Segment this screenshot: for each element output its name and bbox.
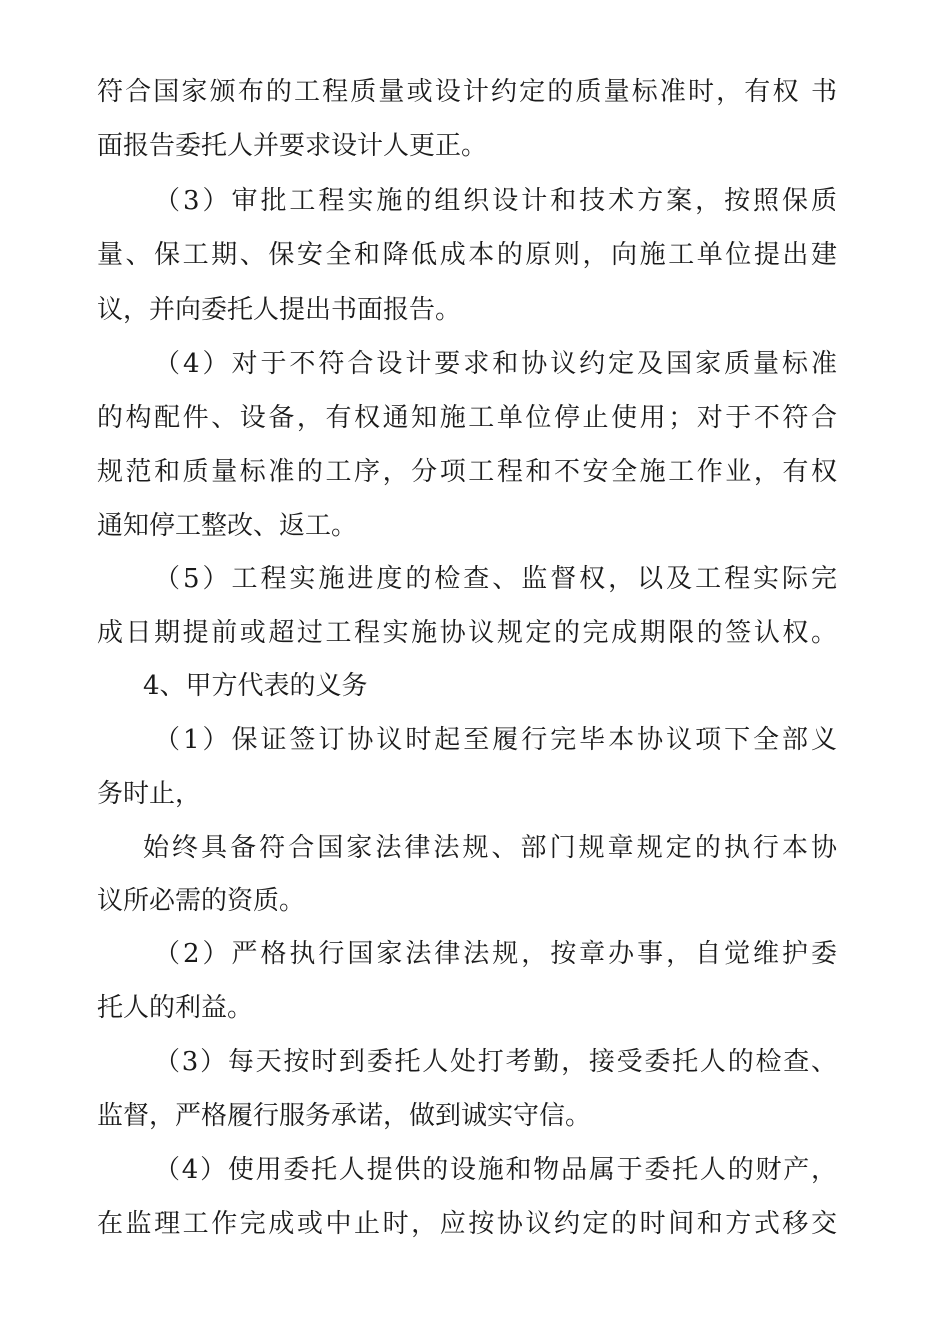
text-line: 规范和质量标准的工序，分项工程和不安全施工作业，有权 (97, 457, 837, 487)
text-line: 始终具备符合国家法律法规、部门规章规定的执行本协 (143, 833, 837, 863)
paragraph-heading-5: （5）工程实施进度的检查、监督权，以及工程实际完 (154, 564, 837, 594)
text-line: 托人的利益。 (97, 993, 254, 1023)
text-line: 量、保工期、保安全和降低成本的原则，向施工单位提出建 (97, 240, 837, 270)
text-line: 监督，严格履行服务承诺，做到诚实守信。 (97, 1101, 592, 1131)
text-line: 符合国家颁布的工程质量或设计约定的质量标准时，有权 书 (97, 77, 837, 107)
section-heading: 4、甲方代表的义务 (143, 671, 368, 701)
paragraph-heading-4b: （4）使用委托人提供的设施和物品属于委托人的财产， (154, 1155, 837, 1185)
paragraph-heading-1: （1）保证签订协议时起至履行完毕本协议项下全部义 (154, 725, 837, 755)
text-line: 的构配件、设备，有权通知施工单位停止使用；对于不符合 (97, 403, 837, 433)
text-line: 面报告委托人并要求设计人更正。 (97, 131, 488, 161)
text-line: 成日期提前或超过工程实施协议规定的完成期限的签认权。 (97, 618, 837, 648)
text-line: 通知停工整改、返工。 (97, 511, 358, 541)
text-line: 议所必需的资质。 (97, 886, 306, 916)
paragraph-heading-3b: （3）每天按时到委托人处打考勤，接受委托人的检查、 (154, 1047, 837, 1077)
paragraph-heading-4: （4）对于不符合设计要求和协议约定及国家质量标准 (154, 349, 837, 379)
text-line: 议，并向委托人提出书面报告。 (97, 295, 462, 325)
text-line: 务时止， (97, 779, 202, 809)
text-line: 在监理工作完成或中止时，应按协议约定的时间和方式移交 (97, 1209, 837, 1239)
paragraph-heading-2: （2）严格执行国家法律法规，按章办事，自觉维护委 (154, 939, 837, 969)
paragraph-heading-3: （3）审批工程实施的组织设计和技术方案，按照保质 (154, 186, 837, 216)
